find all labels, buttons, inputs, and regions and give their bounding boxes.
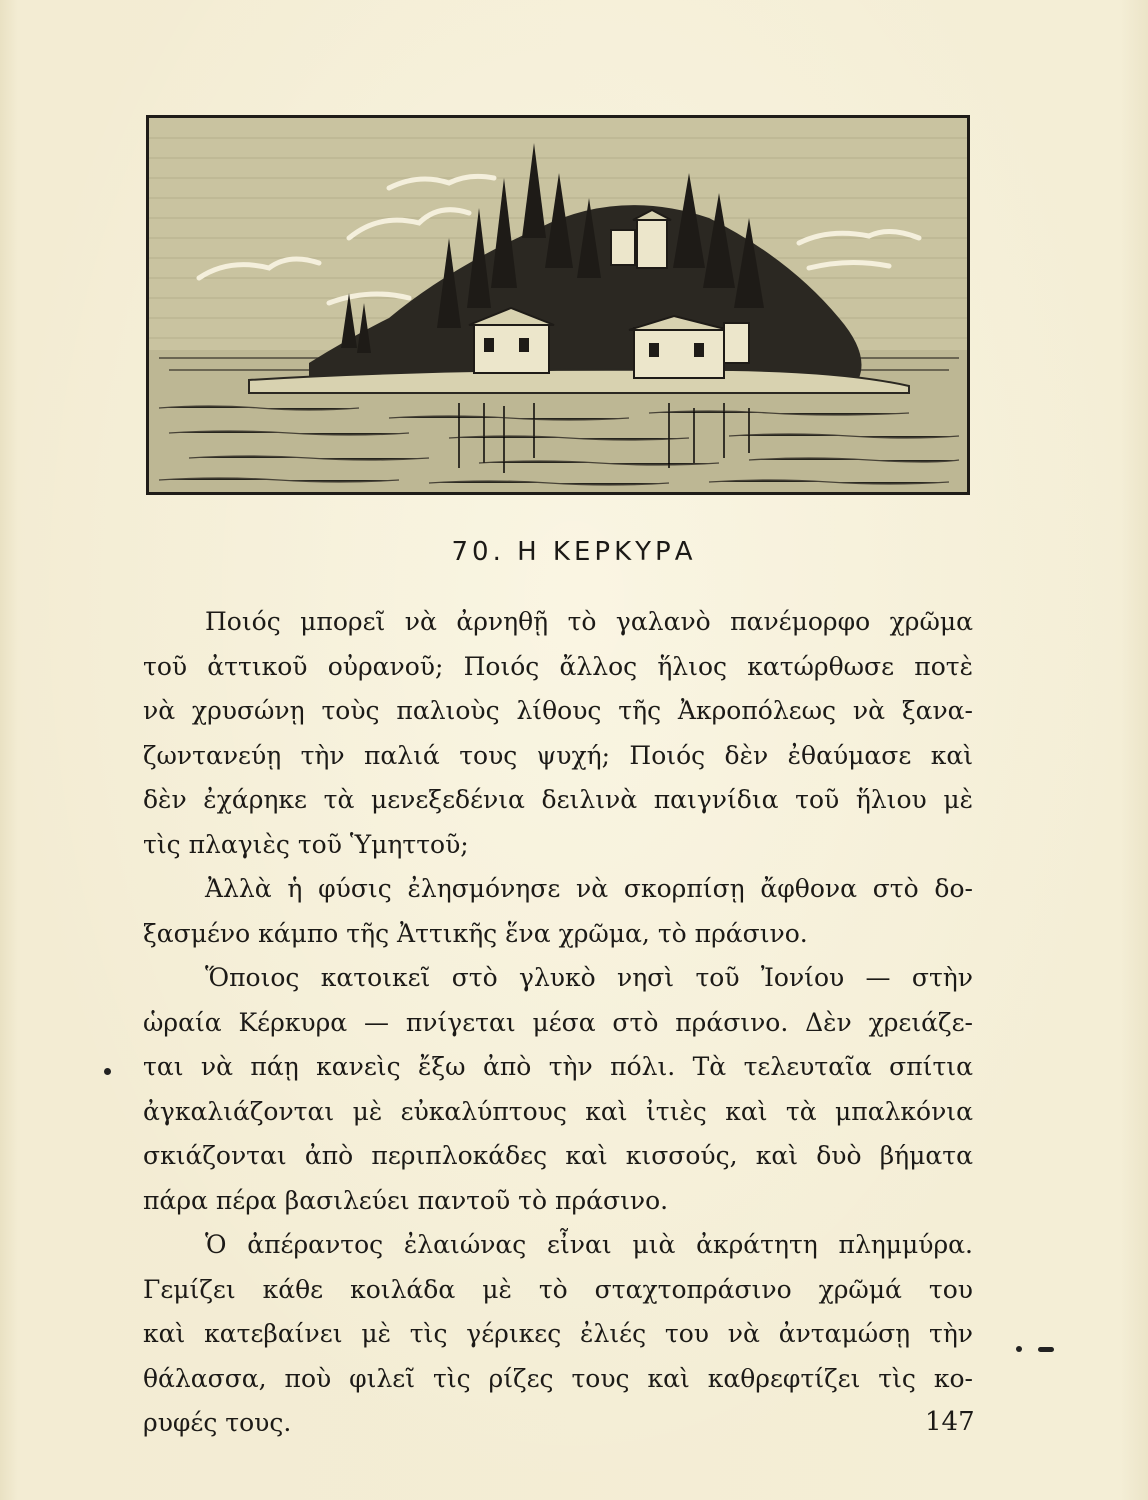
paragraph-1: [143, 600, 973, 867]
text-line: ξασμένο κάμπο τῆς Ἀττικῆς ἕνα χρῶμα, τὸ πράσινο.: [143, 918, 808, 948]
text-line: Ὁ ἀπέραντος ἐλαιώνας εἶναι μιὰ ἀκράτητη πλημμύρα.: [205, 1230, 973, 1259]
text-line: Ποιός μπορεῖ νὰ ἀρνηθῇ τὸ γαλανὸ πανέμορφο χρῶμα: [205, 607, 973, 636]
paragraph-4: [143, 1223, 973, 1446]
ink-speck: [1016, 1346, 1022, 1352]
text-line: καὶ κατεβαίνει μὲ τὶς γέρικες ἐλιές του νὰ ἀνταμώσῃ τὴν: [143, 1319, 973, 1348]
paragraph-2: [143, 867, 973, 956]
text-line: πάρα πέρα βασιλεύει παντοῦ τὸ πράσινο.: [143, 1185, 669, 1215]
text-line: σκιάζονται ἀπὸ περιπλοκάδες καὶ κισσούς, καὶ δυὸ βήματα: [143, 1141, 973, 1170]
text-line: ται νὰ πάῃ κανεὶς ἔξω ἀπὸ τὴν πόλι. Τὰ τελευταῖα σπίτια: [143, 1052, 973, 1081]
text-line: ἀγκαλιάζονται μὲ εὐκαλύπτους καὶ ἰτιὲς καὶ τὰ μπαλκόνια: [143, 1096, 973, 1126]
body-text: [143, 600, 973, 1446]
ink-speck: [1038, 1347, 1054, 1352]
text-line: Ἀλλὰ ἡ φύσις ἐλησμόνησε νὰ σκορπίσῃ ἄφθονα στὸ δο-: [205, 874, 973, 903]
page-number: 147: [925, 1407, 975, 1437]
text-line: ὡραία Κέρκυρα — πνίγεται μέσα στὸ πράσινο. Δὲν χρειάζε-: [143, 1007, 973, 1037]
island-engraving: [149, 118, 967, 492]
text-line: τὶς πλαγιὲς τοῦ Ὑμηττοῦ;: [143, 829, 469, 859]
text-line: ρυφές τους.: [143, 1408, 292, 1437]
chapter-heading: 70. Η ΚΕΡΚΥΡΑ: [451, 537, 697, 567]
island-illustration: [146, 115, 970, 495]
ink-speck: [104, 1068, 111, 1075]
text-line: θάλασσα, ποὺ φιλεῖ τὶς ρίζες τους καὶ καθρεφτίζει τὶς κο-: [143, 1363, 973, 1393]
text-line: Γεμίζει κάθε κοιλάδα μὲ τὸ σταχτοπράσινο χρῶμά του: [143, 1274, 973, 1304]
text-line: νὰ χρυσώνῃ τοὺς παλιοὺς λίθους τῆς Ἀκροπόλεως νὰ ξανα-: [143, 696, 973, 725]
text-line: δὲν ἐχάρηκε τὰ μενεξεδένια δειλινὰ παιγνίδια τοῦ ἥλιου μὲ: [143, 785, 973, 814]
text-line: τοῦ ἀττικοῦ οὐρανοῦ; Ποιός ἄλλος ἥλιος κατώρθωσε ποτὲ: [143, 651, 973, 681]
paragraph-3: [143, 956, 973, 1223]
text-line: Ὅποιος κατοικεῖ στὸ γλυκὸ νησὶ τοῦ Ἰονίου — στὴν: [205, 963, 973, 992]
text-line: ζωντανεύῃ τὴν παλιά τους ψυχή; Ποιός δὲν ἐθαύμασε καὶ: [143, 740, 973, 770]
